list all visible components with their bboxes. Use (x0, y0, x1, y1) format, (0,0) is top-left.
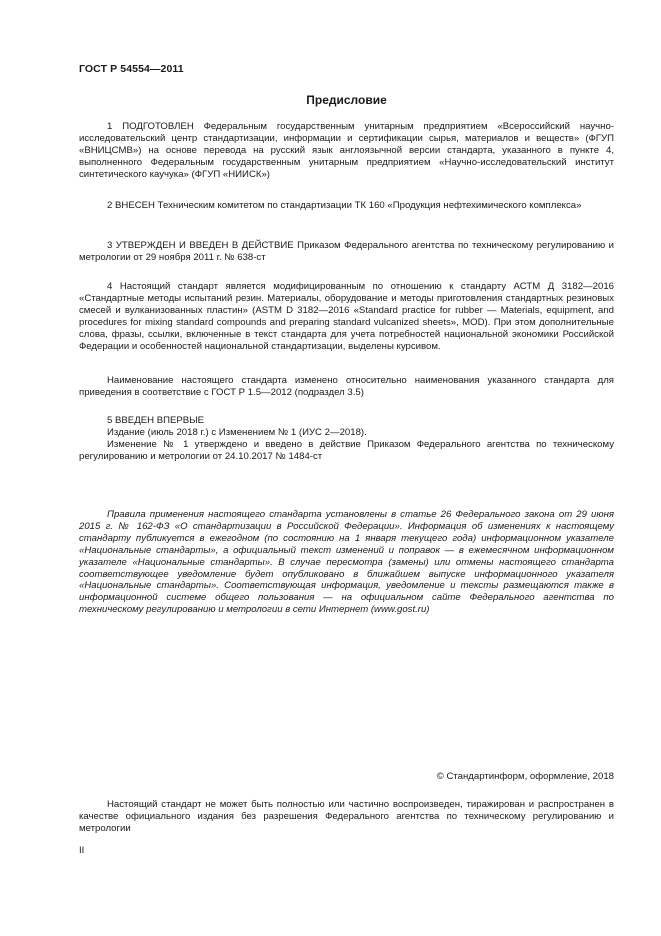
edition-info: Издание (июль 2018 г.) с Изменением № 1 (ИУС 2—2018). (107, 427, 367, 438)
application-rules-notice: Правила применения настоящего стандарта установлены в статье 26 Федерального закона от 29 июня 2015 г. № 162-ФЗ «О стандартизации в Российской Федерации». Информация об изменениях к настоящему стандарту публикуется в ежегодном (по состоянию на 1 января текущего года) информационном указателе «Национальные стандарты», а официальный текст изменений и поправок — в ежемесячном информационном указателе «Национальные стандарты». В случае пересмотра (замены) или отмены настоящего стандарта соответствующее уведомление будет опубликовано в ближайшем выпуске информационного указателя «Национальные стандарты». Соответствующая информация, уведомление и тексты размещаются также в информационной системе общего пользования — на официальном сайте Федерального агентства по техническому регулированию и метрологии в сети Интернет (www.gost.ru) (79, 509, 614, 616)
preface-paragraph-1: 1 ПОДГОТОВЛЕН Федеральным государственным унитарным предприятием «Всероссийский научно-исследовательский центр стандартизации, информации и сертификации сырья, материалов и веществ» (ФГУП «ВНИЦСМВ») на основе перевода на русский язык англоязычной версии стандарта, указанного в пункте 4, выполненного Федеральным государственным унитарным предприятием «Научно-исследовательский институт синтетического каучука» (ФГУП «НИИСК») (79, 121, 614, 180)
reproduction-notice: Настоящий стандарт не может быть полностью или частично воспроизведен, тиражирован и распространен в качестве официального издания без разрешения Федерального агентства по техническому регулированию и метрологии (79, 799, 614, 834)
preface-paragraph-3: 3 УТВЕРЖДЕН И ВВЕДЕН В ДЕЙСТВИЕ Приказом Федерального агентства по техническому регулированию и метрологии от 29 ноября 2011 г. № 638-ст (79, 240, 614, 263)
amendment-info: Изменение № 1 утверждено и введено в действие Приказом Федерального агентства по техническому регулированию и метрологии от 24.10.2017 № 1484-ст (79, 439, 614, 462)
preface-paragraph-4b: Наименование настоящего стандарта изменено относительно наименования указанного стандарта для приведения в соответствие с ГОСТ Р 1.5—2012 (подраздел 3.5) (79, 375, 614, 398)
preface-title: Предисловие (306, 93, 387, 107)
copyright-line: © Стандартинформ, оформление, 2018 (436, 771, 614, 782)
preface-paragraph-4: 4 Настоящий стандарт является модифицированным по отношению к стандарту АСТМ Д 3182—2016 «Стандартные методы испытаний резин. Материалы, оборудование и методы приготовления стандартных резиновых смесей и вулканизованных пластин» (ASTM D 3182—2016 «Standard practice for rubber — Materials, equipment, and procedures for mixing standard compounds and preparing standard vulcanized sheets», MOD). При этом дополнительные слова, фразы, ссылки, включенные в текст стандарта для учета потребностей национальной экономики Российской Федерации и особенностей национальной стандартизации, выделены курсивом. (79, 281, 614, 352)
page-number: II (79, 845, 85, 856)
preface-paragraph-2: 2 ВНЕСЕН Техническим комитетом по стандартизации ТК 160 «Продукция нефтехимического комплекса» (107, 200, 582, 211)
preface-paragraph-5: 5 ВВЕДЕН ВПЕРВЫЕ (107, 415, 205, 426)
standard-id: ГОСТ Р 54554—2011 (79, 63, 184, 75)
